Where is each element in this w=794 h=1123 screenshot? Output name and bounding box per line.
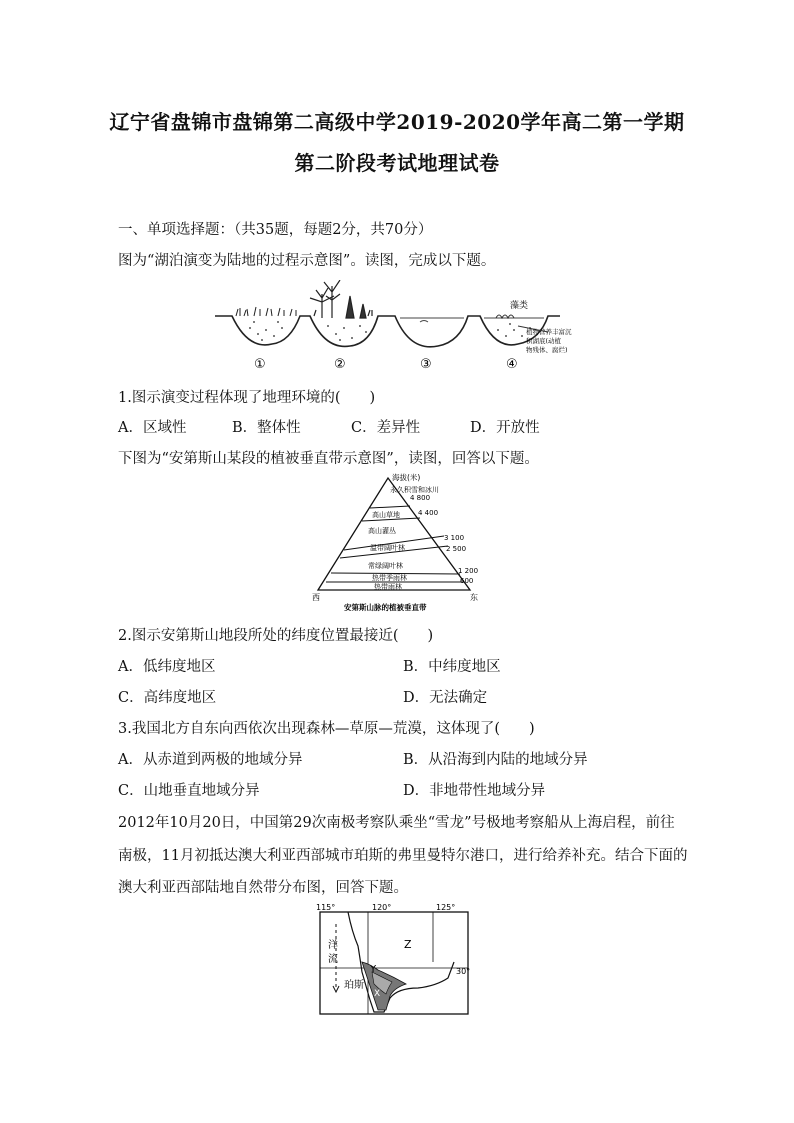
section-heading: 一、单项选择题：（共35题，每题2分，共70分） [118,222,433,238]
question-3: 3.我国北方自东向西依次出现森林—草原—荒漠，这体现了( ) [118,721,535,737]
sediment-note-2: 积湖底(动植 [526,337,562,345]
elevation-1200: 1 200 [458,567,479,575]
longitude-120: 120° [372,903,392,912]
page-title-line2: 第二阶段考试地理试卷 [294,151,500,175]
zone-label-alpine-shrub: 高山灌丛 [368,527,396,535]
q1-option-c: C．差异性 [351,420,421,436]
q3-option-d: D．非地带性地域分异 [403,783,546,799]
australia-zones-map [308,902,478,1022]
lake-evolution-figure [210,280,590,375]
elevation-4400: 4 400 [418,509,439,517]
q3-option-c: C．山地垂直地域分异 [118,783,260,799]
longitude-125: 125° [436,903,456,912]
east-label: 东 [470,593,478,602]
west-label: 西 [312,593,320,602]
zone-label-evergreen-broadleaf: 常绿阔叶林 [368,562,403,570]
longitude-115: 115° [316,903,336,912]
current-label-2: 流 [328,954,338,965]
zone-x-label: X [374,989,381,999]
intro-antarctic-line2: 南极，11月初抵达澳大利亚西部城市珀斯的弗里曼特尔港口，进行给养补充。结合下面的 [118,848,688,864]
elevation-2500: 2 500 [446,545,467,553]
question-2: 2.图示安第斯山地段所处的纬度位置最接近( ) [118,628,434,644]
q2-option-d: D．无法确定 [403,690,488,706]
perth-label: 珀斯 [344,980,364,991]
q2-option-c: C．高纬度地区 [118,690,217,706]
intro-antarctic-line3: 澳大利亚西部陆地自然带分布图，回答下题。 [118,880,408,896]
elevation-600: 600 [460,577,474,585]
latitude-30: 30° [456,967,471,976]
zone-label-snow: 永久积雪和冰川 [390,486,439,494]
altitude-axis-label: 海拔(米) [392,473,421,482]
zone-label-alpine-meadow: 高山草地 [372,511,400,519]
current-label-1: 洋 [328,940,338,951]
zone-y-label: Y [370,964,377,975]
intro-antarctic-line1: 2012年10月20日，中国第29次南极考察队乘坐“雪龙”号极地考察船从上海启程，前往 [118,815,675,831]
q1-option-a: A．区域性 [118,420,187,436]
q2-option-b: B．中纬度地区 [403,659,501,675]
elevation-3100: 3 100 [444,534,465,542]
algae-label: 藻类 [510,301,529,311]
basin-label-3: ③ [420,357,432,372]
andes-vegetation-figure [310,470,490,615]
q3-option-b: B．从沿海到内陆的地域分异 [403,752,588,768]
zone-label-temperate-broadleaf: 温带阔叶林 [370,544,405,552]
basin-label-1: ① [254,357,266,372]
q1-option-b: B．整体性 [232,420,301,436]
q3-option-a: A．从赤道到两极的地域分异 [118,752,303,768]
sediment-note-3: 物残体、腐烂) [526,346,568,354]
basin-label-4: ④ [506,357,518,372]
basin-label-2: ② [334,357,346,372]
andes-figure-caption: 安第斯山脉的植被垂直带 [344,603,427,612]
sediment-note-1: 植物营养丰富沉 [526,328,572,336]
zone-label-tropical-monsoon: 热带季雨林 [372,574,407,582]
zone-label-tropical-rainforest: 热带雨林 [374,583,402,591]
q1-option-d: D．开放性 [470,420,540,436]
zone-z-label: Z [404,938,412,951]
intro-lake: 图为“湖泊演变为陆地的过程示意图”。读图，完成以下题。 [118,253,496,269]
page-title-line1: 辽宁省盘锦市盘锦第二高级中学2019-2020学年高二第一学期 [109,110,685,134]
question-1: 1.图示演变过程体现了地理环境的( ) [118,390,376,406]
q2-option-a: A．低纬度地区 [118,659,216,675]
intro-andes: 下图为“安第斯山某段的植被垂直带示意图”，读图，回答以下题。 [118,451,539,467]
elevation-4800: 4 800 [410,494,431,502]
